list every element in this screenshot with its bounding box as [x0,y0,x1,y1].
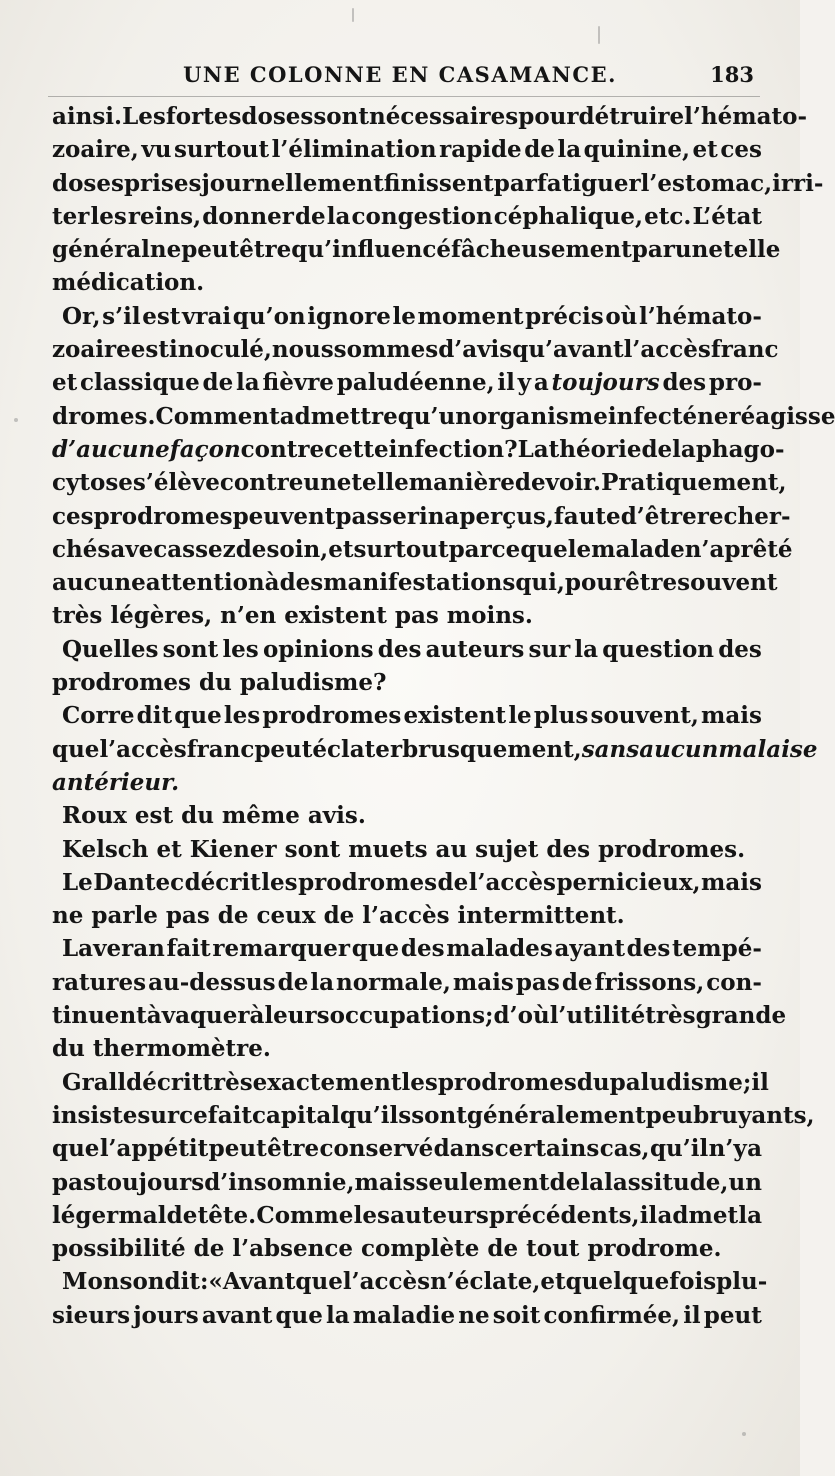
body-text [52,100,835,1332]
text-line: ainsi. Les fortes doses sont nécessaires pour détruire l’hémato- [52,103,808,130]
running-title: UNE COLONNE EN CASAMANCE. [183,62,617,87]
text-line: que l’accès franc peut éclater brusquement, sans aucun malaise [52,735,818,763]
speck [14,418,18,422]
text-line: et classique de la fièvre paludéenne, il y a toujours des pro- [52,369,762,397]
text-line: général ne peut être qu’influencé fâcheusement par une telle [52,236,781,264]
text-line: doses prises journellement finissent par fatiguer l’estomac, irri- [52,169,824,197]
text-line: du thermomètre. [52,1035,271,1063]
text-line: antérieur. [52,768,180,796]
text-line: zoaire, vu surtout l’élimination rapide de la quinine, et ces [52,136,762,164]
text-line: cytose s’élève contre une telle manière de voir. Pratiquement, [52,469,787,497]
text-line: insiste sur ce fait capital qu’ils sont généralement peu bruyants, [52,1101,815,1129]
text-line: Kelsch et Kiener sont muets au sujet des prodromes. [62,835,746,863]
text-line: chés avec assez de soin, et surtout parce que le malade n’a prêté [52,535,793,563]
text-line: aucune attention à des manifestations qui, pour être souvent [52,569,778,597]
page-header [0,58,800,98]
text-line: pas toujours d’insomnie, mais seulement de la lassitude, un [52,1168,762,1196]
text-line: ratures au-dessus de la normale, mais pas de frissons, con- [52,968,762,996]
speck [598,26,600,44]
text-line: Roux est du même avis. [62,802,366,830]
text-line: prodromes du paludisme? [52,669,387,697]
text-line: léger mal de tête. Comme les auteurs précédents, il admet la [52,1201,762,1229]
text-line: ne parle pas de ceux de l’accès intermittent. [52,902,625,930]
text-line: Grall décrit très exactement les prodromes du paludisme; il [62,1068,769,1096]
text-line: Corre dit que les prodromes existent le plus souvent, mais [62,702,762,730]
text-line: Or, s’il est vrai qu’on ignore le moment précis où l’hémato- [62,302,762,330]
text-line: ces prodromes peuvent passer inaperçus, faute d’être recher- [52,502,791,530]
text-line: ter les reins, donner de la congestion céphalique, etc. L’état [52,202,762,230]
text-line: d’aucune façon contre cette infection? La théorie de la phago- [52,435,785,463]
text-line: zoaire est inoculé, nous sommes d’avis qu’avant l’accès franc [52,336,779,364]
text-line: possibilité de l’absence complète de tout prodrome. [52,1235,722,1263]
text-line: très légères, n’en existent pas moins. [52,602,533,630]
text-line: dromes. Comment admettre qu’un organisme infecté ne réagisse [52,402,835,430]
text-line: Laveran fait remarquer que des malades ayant des tempé- [62,935,762,963]
text-line: Quelles sont les opinions des auteurs sur la question des [62,635,762,663]
text-line: sieurs jours avant que la maladie ne soit confirmée, il peut [52,1301,762,1329]
text-line: tinuent à vaquer à leurs occupations; d’où l’utilité très grande [52,1002,787,1030]
header-rule [48,96,760,97]
text-line: que l’appétit peut être conservé dans certains cas, qu’il n’y a [52,1135,762,1163]
speck [742,1432,746,1436]
page-number: 183 [710,62,754,87]
text-line: Monson dit: « Avant que l’accès n’éclate, et quelquefois plu- [62,1268,768,1296]
text-line: médication. [52,269,205,297]
speck [352,8,354,22]
text-line: Le Dantec décrit les prodromes de l’accès pernicieux, mais [62,868,762,896]
